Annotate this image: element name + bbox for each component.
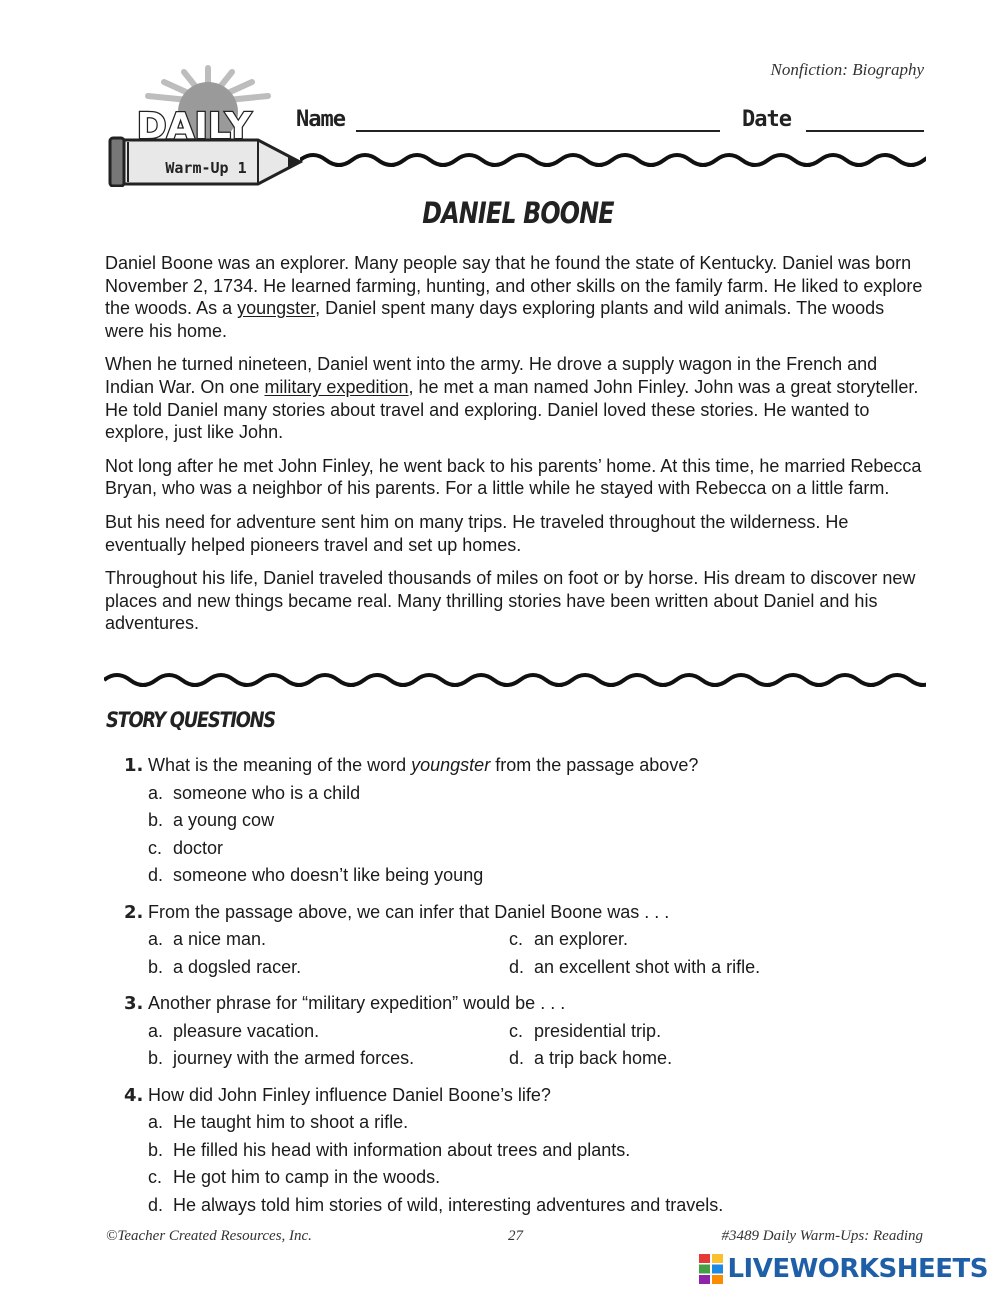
answer-option[interactable]: d. someone who doesn’t like being young bbox=[148, 865, 484, 885]
question-stem: What is the meaning of the word youngster from the passage above? bbox=[148, 755, 699, 775]
date-field[interactable] bbox=[806, 130, 924, 132]
reading-passage bbox=[105, 252, 925, 646]
question-stem: How did John Finley influence Daniel Boone’s life? bbox=[148, 1084, 551, 1105]
answer-option[interactable]: d. an excellent shot with a rifle. bbox=[509, 956, 761, 977]
answer-option[interactable]: c. an explorer. bbox=[509, 929, 629, 949]
logo-word: DAILY bbox=[136, 106, 252, 147]
question-1 bbox=[124, 752, 924, 890]
footer-book-title: #3489 Daily Warm-Ups: Reading bbox=[721, 1228, 923, 1244]
answer-option[interactable]: b. a young cow bbox=[148, 810, 275, 830]
question-number: 4. bbox=[124, 1084, 144, 1106]
passage-paragraph: Not long after he met John Finley, he went back to his parents’ home. At this time, he married Rebecca Bryan, who was a neighbor of his parents. For a little while he stayed with Rebecca on a little farm. bbox=[105, 455, 922, 499]
answer-option[interactable]: a. pleasure vacation. bbox=[148, 1020, 320, 1041]
logo-subtitle: Warm-Up 1 bbox=[165, 159, 247, 177]
name-field[interactable] bbox=[356, 130, 720, 132]
wavy-divider-middle bbox=[104, 668, 926, 692]
question-4 bbox=[124, 1082, 924, 1220]
passage-paragraph: Daniel Boone was an explorer. Many people say that he found the state of Kentucky. Daniel was born November 2, 1734. He learned farming, hunting, and other skills on the family farm. He liked to explore the woods. As a youngster, Daniel spent many days exploring plants and wild animals. The woods were his home. bbox=[105, 253, 923, 341]
question-2 bbox=[124, 899, 924, 982]
answer-option[interactable]: d. He always told him stories of wild, interesting adventures and travels. bbox=[148, 1194, 724, 1215]
date-label: Date bbox=[742, 107, 791, 132]
footer-page-number: 27 bbox=[508, 1228, 523, 1244]
liveworksheets-text: LIVEWORKSHEETS bbox=[727, 1254, 988, 1284]
answer-option[interactable]: c. He got him to camp in the woods. bbox=[148, 1167, 441, 1187]
passage-paragraph: But his need for adventure sent him on many trips. He traveled throughout the wilderness. He eventually helped pioneers travel and set up homes. bbox=[105, 511, 849, 555]
question-3 bbox=[124, 990, 924, 1073]
page-title: DANIEL BOONE bbox=[422, 196, 614, 230]
answer-option[interactable]: b. a dogsled racer. bbox=[148, 956, 302, 977]
answer-option[interactable]: d. a trip back home. bbox=[509, 1048, 673, 1068]
name-label: Name bbox=[296, 107, 345, 132]
question-stem: Another phrase for “military expedition” would be . . . bbox=[148, 993, 566, 1013]
answer-option[interactable]: a. He taught him to shoot a rifle. bbox=[148, 1112, 409, 1132]
liveworksheets-logo-icon bbox=[699, 1254, 723, 1284]
wavy-divider-top bbox=[300, 148, 926, 172]
question-number: 2. bbox=[124, 901, 144, 923]
passage-paragraph: Throughout his life, Daniel traveled thousands of miles on foot or by horse. His dream to discover new places and new things became real. Many thrilling stories have been written about Daniel and his adventures. bbox=[105, 568, 916, 634]
answer-option[interactable]: b. journey with the armed forces. bbox=[148, 1048, 415, 1068]
genre-label: Nonfiction: Biography bbox=[770, 60, 924, 79]
questions-list bbox=[124, 752, 924, 1228]
answer-option[interactable]: b. He filled his head with information about trees and plants. bbox=[148, 1139, 631, 1160]
answer-option[interactable]: a. someone who is a child bbox=[148, 782, 361, 803]
question-number: 1. bbox=[124, 755, 144, 776]
vocab-word-youngster: youngster bbox=[237, 298, 316, 319]
answer-option[interactable]: c. presidential trip. bbox=[509, 1020, 662, 1041]
answer-option[interactable]: a. a nice man. bbox=[148, 929, 267, 949]
daily-warmup-logo bbox=[108, 62, 308, 187]
question-number: 3. bbox=[124, 993, 144, 1014]
footer-copyright: ©Teacher Created Resources, Inc. bbox=[106, 1228, 312, 1244]
passage-paragraph: When he turned nineteen, Daniel went into the army. He drove a supply wagon in the French and Indian War. On one military expedition, he met a man named John Finley. John was a great storyteller. He told Daniel many stories about travel and exploring. Daniel loved these stories. He wanted to explore, just like John. bbox=[105, 354, 919, 443]
vocab-phrase-military-expedition: military expedition bbox=[264, 376, 409, 397]
question-stem: From the passage above, we can infer that Daniel Boone was . . . bbox=[148, 901, 670, 922]
liveworksheets-watermark[interactable] bbox=[699, 1252, 988, 1286]
answer-option[interactable]: c. doctor bbox=[148, 837, 224, 858]
questions-heading: STORY QUESTIONS bbox=[106, 708, 275, 732]
